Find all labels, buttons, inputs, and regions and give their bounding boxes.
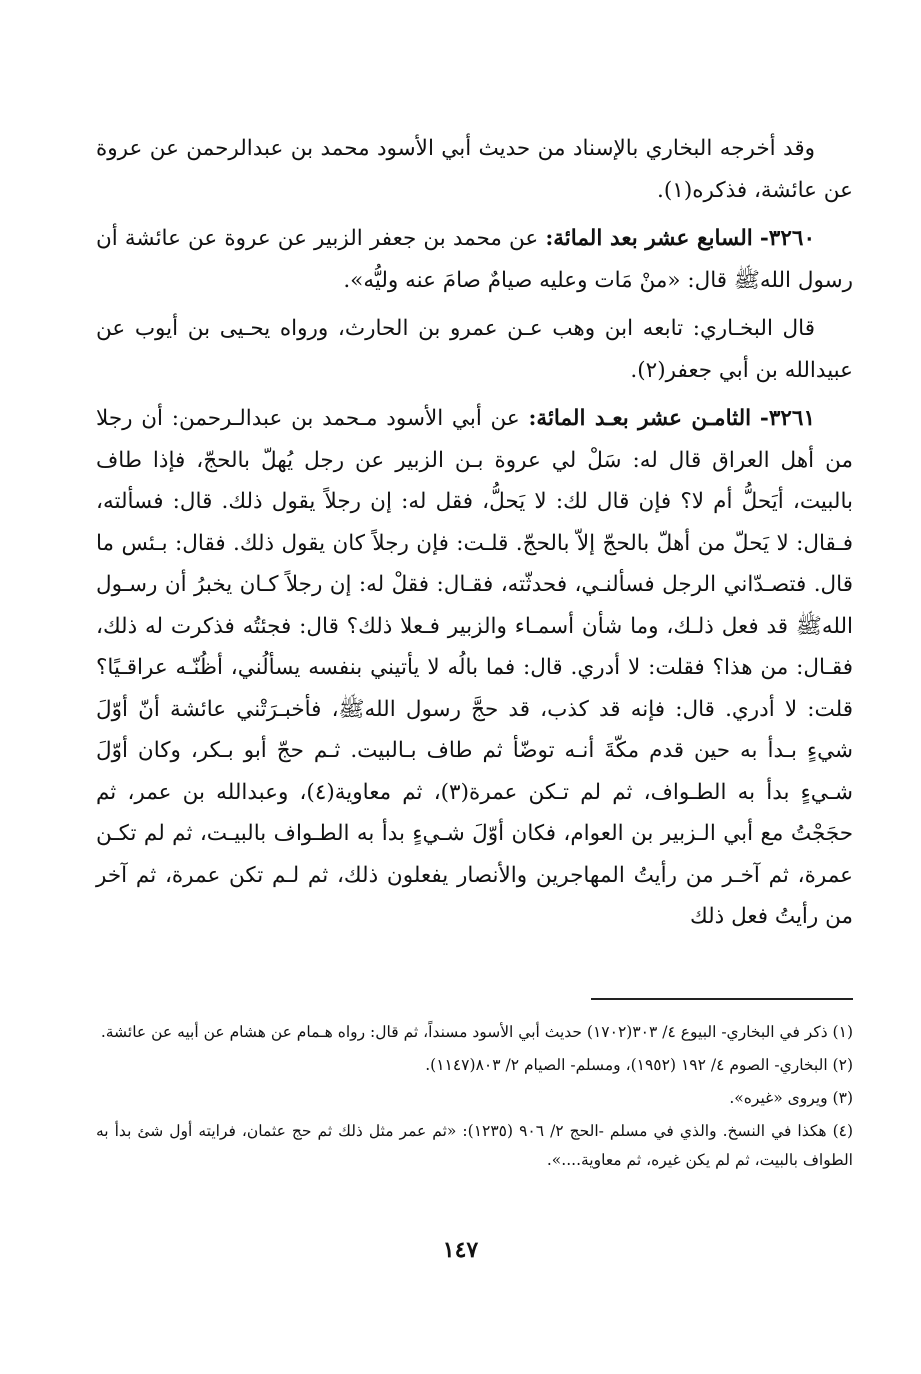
hadith-number: ٣٢٦٠- bbox=[759, 226, 815, 251]
footnote-4: (٤) هكذا في النسخ. والذي في مسلم -الحج ٢/ ٩٠٦ (١٢٣٥): «ثم عمر مثل ذلك ثم حج عثمان، فرايته أول شئ بدأ به الطواف بالبيت، ثم لم يكن غيره، ثم معاوية....». bbox=[96, 1122, 854, 1169]
chapter-heading: الثامـن عشر بعـد المائة: bbox=[528, 406, 752, 431]
main-text bbox=[96, 128, 853, 945]
footnote-2: (٢) البخاري- الصوم ٤/ ١٩٢ (١٩٥٢)، ومسلم- الصيام ٢/ ٨٠٣(١١٤٧). bbox=[425, 1056, 853, 1074]
paragraph-text: وقد أخرجه البخاري بالإسناد من حديث أبي الأسود محمد بن عبدالرحمن عن عروة عن عائشة، فذكره(١). bbox=[96, 136, 853, 203]
paragraph-text: قال البخـاري: تابعه ابن وهب عـن عمرو بن الحارث، ورواه يحـيى بن أيوب عن عبيدالله بن أبي جعفر(٢). bbox=[96, 316, 853, 383]
footnote-1: (١) ذكر في البخاري- البيوع ٤/ ٣٠٣(١٧٠٢) حديث أبي الأسود مسنداً، ثم قال: رواه هـمام عن هشام عن أبيه عن عائشة. bbox=[100, 1023, 853, 1041]
paragraph-text: عن أبي الأسود مـحمد بن عبدالـرحمن: أن رجلا من أهل العراق قال له: سَلْ لي عروة بـن الزبير عن رجل يُهلّ بالحجّ، فإذا طاف بالبيت، أيَحلُّ أم لا؟ فإن قال لك: لا يَحلُّ، فقل له: إن رجلاً يقول ذلك. قال: فسألته، فـقال: لا يَحلّ من أهلّ بالحجّ إلاّ بالحجّ. قلـت: فإن رجلاً كان يقول ذلك. فقال: بـئس ما قال. فتصـدّاني الرجل فسألنـي، فحدثّته، فقـال: فقلْ له: إن رجلاً كـان يخبرُ أن رسـول اللهﷺ قد فعل ذلـك، وما شأن أسمـاء والزبير فـعلا ذلك؟ قال: فجئتُه فذكرت له ذلك، فقـال: من هذا؟ فقلت: لا أدري. قال: فما بالُه لا يأتيني بنفسه يسألُني، أظُنّـه عراقـيًا؟ قلت: لا أدري. قال: فإنه قد كذب، قد حجَّ رسول اللهﷺ، فأخبـرَتْني عائشة أنّ أوّلَ شيءٍ بـدأ به حين قدم مكّةَ أنـه توضّأ ثم طاف بـالبيت. ثـم حجّ أبو بـكر، وكان أوّلَ شـيءٍ بدأ به الطـواف، ثم لم تـكن عمرة(٣)، ثم معاوية(٤)، وعبدالله بن عمر، ثم حجَجْتُ مع أبي الـزبير بن العوام، فكان أوّلَ شـيءٍ بدأ به الطـواف بالبيـت، ثم لم تكـن عمرة، ثم آخـر من رأيتُ المهاجرين والأنصار يفعلون ذلك، ثم لـم تكن عمرة، ثم آخر من رأيتُ فعل ذلك bbox=[96, 406, 853, 929]
paragraph-hadith-3261 bbox=[96, 398, 853, 938]
paragraph-text: عن محمد بن جعفر الزبير عن عروة عن عائشة أن رسول اللهﷺ قال: «منْ مَات وعليه صيامٌ صامَ عنه وليُّه». bbox=[96, 226, 853, 293]
paragraph-intro bbox=[96, 128, 853, 211]
paragraph-hadith-3260 bbox=[96, 218, 853, 301]
footnotes bbox=[96, 1018, 853, 1179]
footnote-divider bbox=[591, 998, 853, 1000]
footnote-3: (٣) ويروى «غيره». bbox=[729, 1089, 853, 1107]
chapter-heading: السابع عشر بعد المائة: bbox=[545, 226, 753, 251]
page-number: ١٤٧ bbox=[442, 1237, 479, 1263]
paragraph-bukhari-note bbox=[96, 308, 853, 391]
hadith-number: ٣٢٦١- bbox=[759, 406, 816, 431]
